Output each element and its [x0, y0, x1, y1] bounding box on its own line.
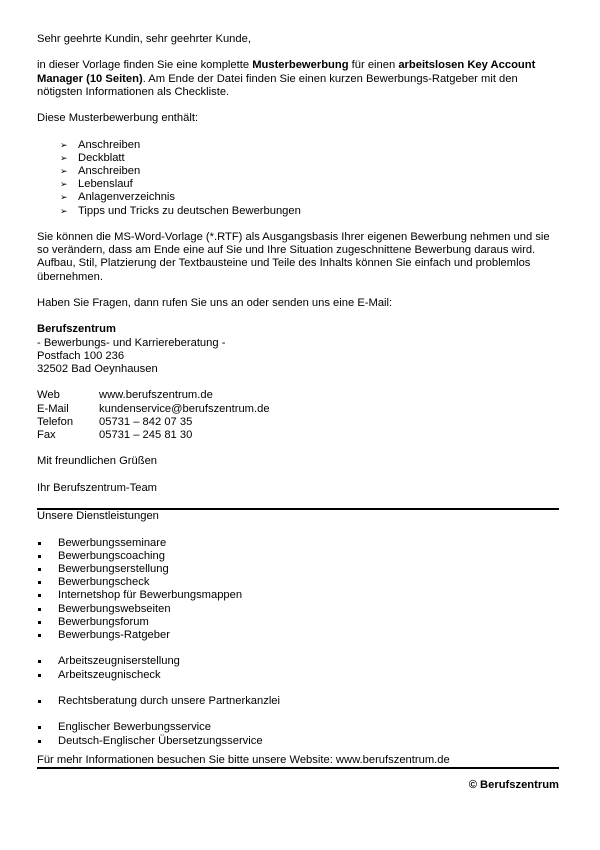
- list-item: Internetshop für Bewerbungsmappen: [37, 589, 559, 602]
- usage-paragraph: Sie können die MS-Word-Vorlage (*.RTF) als Ausgangsbasis Ihrer eigenen Bewerbung nehmen und sie so verändern, dass am Ende eine auf Sie und Ihre Situation zugeschnittene Bewerbung daraus wird. Aufbau, Stil, Platzierung der Textbausteine und Teile des Inhalts können Sie einfach und problemlos übernehmen.: [37, 230, 550, 283]
- contact-row-email: E-Mail kundenservice@berufszentrum.de: [37, 402, 270, 415]
- list-item: Bewerbungsforum: [37, 616, 559, 629]
- arrow-bullet-icon: ➢: [60, 179, 68, 190]
- list-item: Rechtsberatung durch unsere Partnerkanzlei: [37, 695, 559, 708]
- square-bullet-icon: [38, 740, 41, 743]
- square-bullet-icon: [38, 568, 41, 571]
- arrow-bullet-icon: ➢: [60, 165, 68, 176]
- list-item: Bewerbungscheck: [37, 576, 559, 589]
- address-city: 32502 Bad Oeynhausen: [37, 362, 158, 375]
- list-item: ➢ Tipps und Tricks zu deutschen Bewerbungen: [60, 204, 301, 217]
- contents-heading: Diese Musterbewerbung enthält:: [37, 112, 199, 125]
- address-street: Postfach 100 236: [37, 349, 125, 362]
- company-tagline: - Bewerbungs- und Karriereberatung -: [37, 336, 226, 349]
- list-item: Bewerbungswebseiten: [37, 603, 559, 616]
- contact-row-phone: Telefon 05731 – 842 07 35: [37, 415, 193, 428]
- list-item: Arbeitszeugnischeck: [37, 669, 559, 682]
- square-bullet-icon: [38, 542, 41, 545]
- square-bullet-icon: [38, 674, 41, 677]
- intro-bold-1: Musterbewerbung: [252, 59, 349, 72]
- intro-paragraph: [37, 59, 559, 99]
- intro-text-3: . Am Ende der Datei finden Sie einen kurzen Bewerbungs-Ratgeber mit den nötigsten Informationen als Checkliste.: [37, 72, 518, 98]
- square-bullet-icon: [38, 700, 41, 703]
- square-bullet-icon: [38, 555, 41, 558]
- list-item: ➢ Anschreiben: [60, 138, 141, 151]
- document-page: [37, 33, 559, 792]
- square-bullet-icon: [38, 634, 41, 637]
- intro-text-1: in dieser Vorlage finden Sie eine komplette: [37, 59, 253, 72]
- list-item: Bewerbungscoaching: [37, 550, 559, 563]
- signature: Ihr Berufszentrum-Team: [37, 481, 157, 494]
- list-item: ➢ Lebenslauf: [60, 178, 133, 191]
- services-heading: Unsere Dienstleistungen: [37, 510, 159, 523]
- intro-bold-2: arbeitslosen Key Account Manager (10 Seiten): [37, 59, 536, 85]
- list-item: Bewerbungserstellung: [37, 563, 559, 576]
- company-name: Berufszentrum: [37, 323, 116, 336]
- arrow-bullet-icon: ➢: [60, 152, 68, 163]
- web-link[interactable]: www.berufszentrum.de: [99, 389, 213, 402]
- list-item: Bewerbungs-Ratgeber: [37, 629, 559, 642]
- arrow-bullet-icon: ➢: [60, 205, 68, 216]
- contact-row-web: Web www.berufszentrum.de: [37, 389, 213, 402]
- contact-table: [37, 389, 559, 442]
- list-item: ➢ Anlagenverzeichnis: [60, 191, 176, 204]
- list-item: Englischer Bewerbungsservice: [37, 721, 559, 734]
- square-bullet-icon: [38, 726, 41, 729]
- list-item: ➢ Deckblatt: [60, 151, 125, 164]
- list-item: Arbeitszeugniserstellung: [37, 655, 559, 668]
- list-item: ➢ Anschreiben: [60, 164, 141, 177]
- email-link[interactable]: kundenservice@berufszentrum.de: [99, 402, 270, 415]
- square-bullet-icon: [38, 581, 41, 584]
- divider-bottom: [37, 767, 559, 769]
- salutation: Sehr geehrte Kundin, sehr geehrter Kunde,: [37, 33, 251, 45]
- questions-paragraph: Haben Sie Fragen, dann rufen Sie uns an oder senden uns eine E-Mail:: [37, 296, 393, 309]
- contents-list: [37, 139, 559, 218]
- services-list-4: [37, 721, 559, 747]
- closing: Mit freundlichen Grüßen: [37, 455, 158, 468]
- copyright: © Berufszentrum: [468, 778, 559, 791]
- footer-note: Für mehr Informationen besuchen Sie bitte unsere Website: www.berufszentrum.de: [37, 753, 450, 766]
- list-item: Deutsch-Englischer Übersetzungsservice: [37, 735, 559, 748]
- arrow-bullet-icon: ➢: [60, 192, 68, 203]
- list-item: Bewerbungsseminare: [37, 537, 559, 550]
- square-bullet-icon: [38, 660, 41, 663]
- square-bullet-icon: [38, 608, 41, 611]
- services-list-3: [37, 695, 559, 708]
- square-bullet-icon: [38, 621, 41, 624]
- address-block: [37, 323, 559, 376]
- square-bullet-icon: [38, 594, 41, 597]
- services-list-1: [37, 537, 559, 643]
- arrow-bullet-icon: ➢: [60, 139, 68, 150]
- contact-row-fax: Fax 05731 – 245 81 30: [37, 428, 193, 441]
- intro-text-2: für einen: [348, 59, 399, 72]
- services-list-2: [37, 655, 559, 681]
